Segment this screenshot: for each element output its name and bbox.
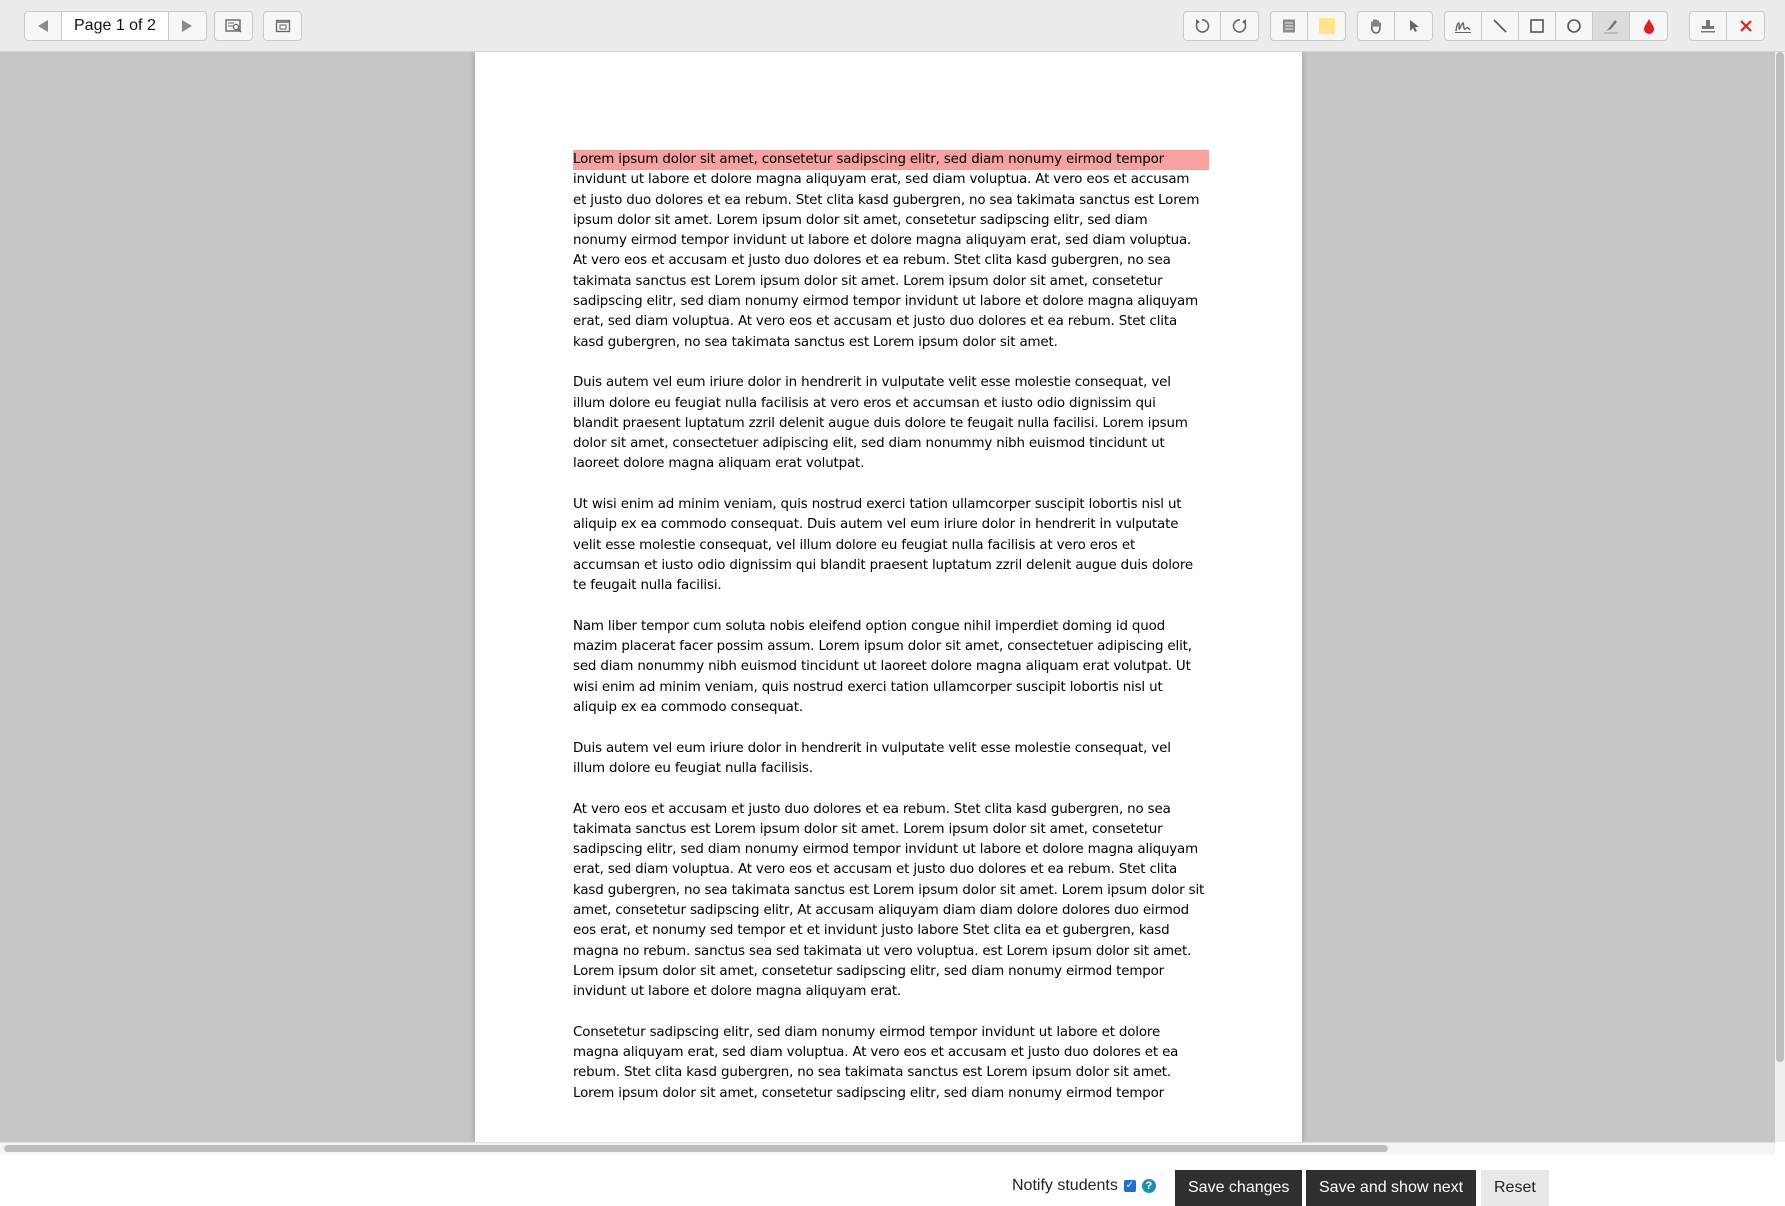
annotation-toolbar <box>0 0 1785 52</box>
stamp-button[interactable] <box>1690 12 1727 40</box>
expand-icon <box>275 18 291 34</box>
vertical-scroll-thumb[interactable] <box>1776 52 1784 1062</box>
help-icon[interactable]: ? <box>1142 1179 1156 1193</box>
annotation-color-icon <box>1642 18 1656 34</box>
save-and-show-next-button[interactable]: Save and show next <box>1306 1170 1476 1206</box>
paragraph: At vero eos et accusam et justo duo dolores et ea rebum. Stet clita kasd gubergren, no sea takimata sanctus est Lorem ipsum dolor sit amet. Lorem ipsum dolor sit amet, consetetur sadipscing elitr, sed diam nonumy eirmod tempor invidunt ut labore et dolore magna aliquyam erat, sed diam voluptua. At vero eos et accusam et justo duo dolores et ea rebum. Stet clita kasd gubergren, no sea takimata sanctus est Lorem ipsum dolor sit amet. Lorem ipsum dolor sit amet, consetetur sadipscing elitr, At accusam aliquyam diam diam dolore dolores duo eirmod eos erat, et nonumy sed tempor et et invidunt justo labore Stet clita ea et gubergren, kasd magna no rebum. sanctus sea sed takimata ut vero voluptua. est Lorem ipsum dolor sit amet. Lorem ipsum dolor sit amet, consetetur sadipscing elitr, sed diam nonumy eirmod tempor invidunt ut labore et dolore magna aliquyam erat. <box>573 801 1205 1000</box>
next-page-button[interactable] <box>169 12 206 40</box>
rotate-right-icon <box>1232 18 1248 34</box>
pan-button[interactable] <box>1358 12 1395 40</box>
line-button[interactable] <box>1482 12 1519 40</box>
previous-page-button[interactable] <box>25 12 62 40</box>
comment-color-icon <box>1319 18 1335 34</box>
highlight-annotation[interactable]: Lorem ipsum dolor sit amet, consetetur sadipscing elitr, sed diam nonumy eirmod tempor <box>573 150 1209 170</box>
search-comments-group <box>214 11 253 41</box>
search-comments-button[interactable] <box>215 12 252 40</box>
oval-icon <box>1566 18 1582 34</box>
next-page-icon <box>179 18 195 34</box>
expand-group <box>263 11 302 41</box>
line-icon <box>1492 18 1508 34</box>
highlighter-button[interactable] <box>1593 12 1630 40</box>
comment-icon <box>1281 18 1297 34</box>
paragraph: Nam liber tempor cum soluta nobis eleifend option congue nihil imperdiet doming id quod mazim placerat facer possim assum. Lorem ipsum dolor sit amet, consectetuer adipiscing elit, sed diam nonummy nibh euismod tincidunt ut laoreet dolore magna aliquam erat volutpat. Ut wisi enim ad minim veniam, quis nostrud exerci tation ullamcorper suscipit lobortis nisl ut aliquip ex ea commodo consequat. <box>573 618 1192 716</box>
expand-button[interactable] <box>264 12 301 40</box>
paragraph <box>573 150 1205 353</box>
rotate-right-button[interactable] <box>1221 12 1258 40</box>
document-page[interactable] <box>475 52 1302 1142</box>
oval-button[interactable] <box>1556 12 1593 40</box>
page-text <box>573 150 1205 1124</box>
page-navigation <box>24 11 207 41</box>
comment-button[interactable] <box>1271 12 1308 40</box>
paragraph: Consetetur sadipscing elitr, sed diam nonumy eirmod tempor invidunt ut labore et dolore magna aliquyam erat, sed diam voluptua. At vero eos et accusam et justo duo dolores et ea rebum. Stet clita kasd gubergren, no sea takimata sanctus est Lorem ipsum dolor sit amet. Lorem ipsum dolor sit amet, consetetur sadipscing elitr, sed diam nonumy eirmod tempor <box>573 1024 1179 1101</box>
paragraph: Duis autem vel eum iriure dolor in hendrerit in vulputate velit esse molestie consequat, vel illum dolore eu feugiat nulla facilisis at vero eros et accumsan et iusto odio dignissim qui blandit praesent luptatum zzril delenit augue duis dolore te feugait nulla facilisi. Lorem ipsum dolor sit amet, consectetuer adipiscing elit, sed diam nonummy nibh euismod tincidunt ut laoreet dolore magna aliquam erat volutpat. <box>573 375 1188 472</box>
pan-select-group <box>1357 11 1433 41</box>
delete-button[interactable] <box>1727 12 1764 40</box>
rectangle-icon <box>1529 18 1545 34</box>
paragraph: Ut wisi enim ad minim veniam, quis nostrud exerci tation ullamcorper suscipit lobortis nisl ut aliquip ex ea commodo consequat. Duis autem vel eum iriure dolor in hendrerit in vulputate velit esse molestie consequat, vel illum dolore eu feugiat nulla facilisis at vero eros et accumsan et iusto odio dignissim qui blandit praesent luptatum zzril delenit augue duis dolore te feugait nulla facilisi. <box>573 497 1193 594</box>
horizontal-scroll-thumb[interactable] <box>4 1145 1388 1152</box>
horizontal-scrollbar[interactable] <box>0 1142 1775 1154</box>
annotation-color-button[interactable] <box>1630 12 1667 40</box>
notify-students-label: Notify students <box>1012 1177 1118 1194</box>
rectangle-button[interactable] <box>1519 12 1556 40</box>
paragraph-text: invidunt ut labore et dolore magna aliquyam erat, sed diam voluptua. At vero eos et accusam et justo duo dolores et ea rebum. Stet clita kasd gubergren, no sea takimata sanctus est Lorem ipsum dolor sit amet. Lorem ipsum dolor sit amet, consetetur sadipscing elitr, sed diam nonumy eirmod tempor invidunt ut labore et dolore magna aliquyam erat, sed diam voluptua. At vero eos et accusam et justo duo dolores et ea rebum. Stet clita kasd gubergren, no sea takimata sanctus est Lorem ipsum dolor sit amet. Lorem ipsum dolor sit amet, consetetur sadipscing elitr, sed diam nonumy eirmod tempor invidunt ut labore et dolore magna aliquyam erat, sed diam voluptua. At vero eos et accusam et justo duo dolores et ea rebum. Stet clita kasd gubergren, no sea takimata sanctus est Lorem ipsum dolor sit amet. <box>573 172 1200 350</box>
page-indicator[interactable]: Page 1 of 2 <box>62 12 169 40</box>
comment-group <box>1270 11 1346 41</box>
comment-color-button[interactable] <box>1308 12 1345 40</box>
search-comments-icon <box>225 18 243 34</box>
notify-students-checkbox[interactable]: ✓ <box>1125 1180 1135 1191</box>
document-viewer[interactable] <box>0 52 1775 1142</box>
paragraph: Duis autem vel eum iriure dolor in hendrerit in vulputate velit esse molestie consequat, vel illum dolore eu feugiat nulla facilisis. <box>573 740 1171 776</box>
stamp-delete-group <box>1689 11 1765 41</box>
pen-button[interactable] <box>1445 12 1482 40</box>
highlighter-icon <box>1603 18 1619 34</box>
pan-icon <box>1368 18 1384 34</box>
vertical-scrollbar[interactable] <box>1775 52 1785 1142</box>
delete-icon <box>1739 19 1753 33</box>
stamp-icon <box>1700 18 1716 34</box>
drawing-tools-group <box>1444 11 1668 41</box>
rotate-group <box>1183 11 1259 41</box>
select-icon <box>1406 18 1422 34</box>
prev-page-icon <box>35 18 51 34</box>
save-changes-button[interactable]: Save changes <box>1175 1170 1302 1206</box>
rotate-left-button[interactable] <box>1184 12 1221 40</box>
reset-button[interactable]: Reset <box>1481 1170 1549 1206</box>
pen-icon <box>1454 18 1472 34</box>
rotate-left-icon <box>1194 18 1210 34</box>
select-button[interactable] <box>1395 12 1432 40</box>
notify-students <box>1012 1177 1156 1195</box>
